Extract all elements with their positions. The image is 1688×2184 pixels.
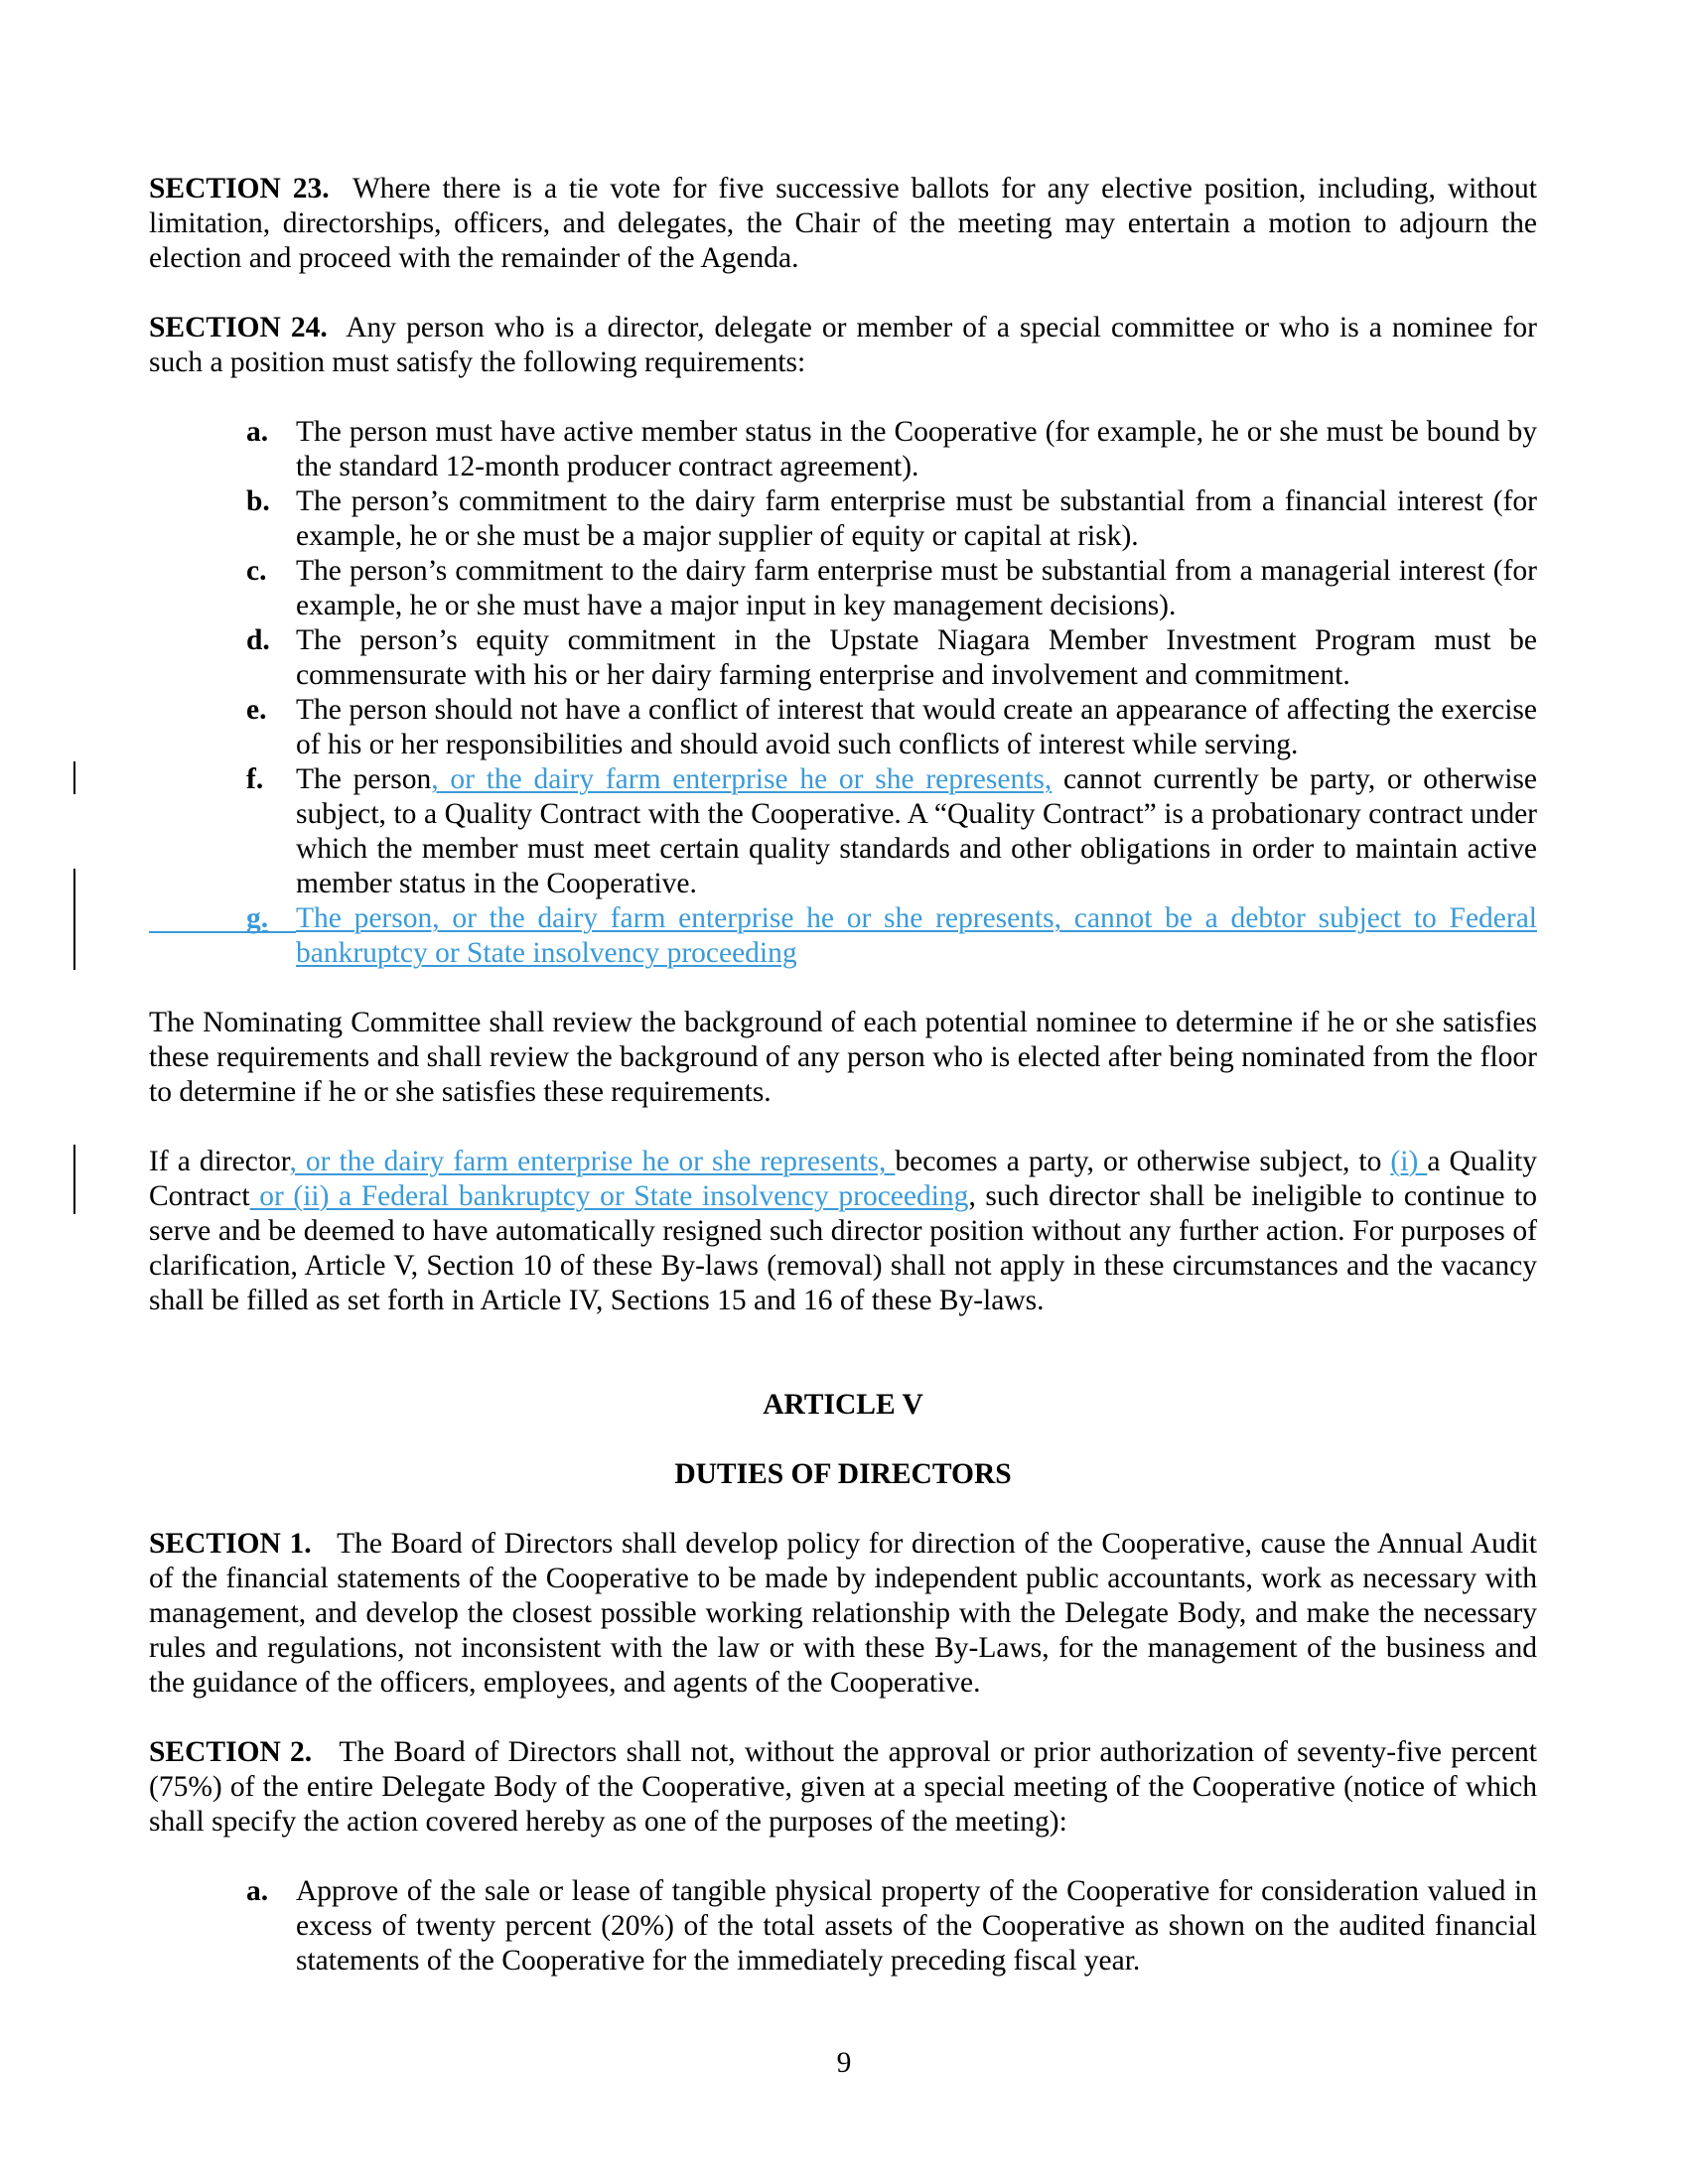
director-ineligibility-paragraph bbox=[149, 1145, 1537, 1318]
list-text: The person’s equity commitment in the Upstate Niagara Member Investment Program must be commensurate with his or her dairy farming enterprise and involvement and commitment. bbox=[296, 624, 1537, 691]
inserted-text: , or the dairy farm enterprise he or she represents, bbox=[289, 1146, 896, 1177]
list-marker: g. bbox=[246, 902, 269, 934]
nominating-paragraph bbox=[149, 1006, 1537, 1110]
list-item bbox=[149, 623, 1537, 693]
list-item bbox=[149, 762, 1537, 901]
paragraph-text: becomes a party, or otherwise subject, to bbox=[895, 1146, 1391, 1177]
inserted-text: (i) bbox=[1390, 1146, 1428, 1177]
article-title: ARTICLE V bbox=[763, 1389, 923, 1421]
list-marker: d. bbox=[246, 624, 270, 656]
article-v-section-1 bbox=[149, 1527, 1537, 1701]
inserted-text: , or the dairy farm enterprise he or she represents, bbox=[431, 763, 1053, 795]
list-marker: e. bbox=[246, 694, 267, 726]
list-marker: f. bbox=[246, 763, 264, 795]
list-item-inserted bbox=[149, 901, 1537, 971]
list-text: cannot currently be party, or otherwise subject, to a Quality Contract with the Cooperative. A “Quality Contract” is a probationary contract under which the member must meet certain quality standards and other obligations in order to maintain active member status in the Cooperative. bbox=[296, 763, 1537, 899]
section-23 bbox=[149, 172, 1537, 276]
article-subtitle: DUTIES OF DIRECTORS bbox=[674, 1458, 1012, 1490]
list-item bbox=[149, 1874, 1537, 1979]
paragraph-text: If a director bbox=[149, 1146, 290, 1177]
section-text: Where there is a tie vote for five successive ballots for any elective position, including, without limitation, directorships, officers, and delegates, the Chair of the meeting may entertain a motion to adjourn the election and proceed with the remainder of the Agenda. bbox=[149, 173, 1538, 274]
paragraph-text: The Nominating Committee shall review the background of each potential nominee to determine if he or she satisfies these requirements and shall review the background of any person who is elected after being nominated from the floor to determine if he or she satisfies these requirements. bbox=[149, 1007, 1537, 1108]
section-text: Any person who is a director, delegate or member of a special committee or who is a nominee for such a position must satisfy the following requirements: bbox=[149, 312, 1537, 378]
section-label: SECTION 23. bbox=[149, 173, 330, 205]
section-text: The Board of Directors shall develop policy for direction of the Cooperative, cause the Annual Audit of the financial statements of the Cooperative to be made by independent public accountants, work as necessary with management, and develop the closest possible working relationship with the Delegate Body, and make the necessary rules and regulations, not inconsistent with the law or with these By-Laws, for the management of the business and the guidance of the officers, employees, and agents of the Cooperative. bbox=[149, 1528, 1537, 1699]
section-label: SECTION 1. bbox=[149, 1528, 312, 1560]
section-label: SECTION 24. bbox=[149, 312, 328, 343]
list-text: Approve of the sale or lease of tangible physical property of the Cooperative for consideration valued in excess of twenty percent (20%) of the total assets of the Cooperative as shown on the audited financial statements of the Cooperative for the immediately preceding fiscal year. bbox=[296, 1875, 1537, 1977]
list-item bbox=[149, 693, 1537, 762]
page-number: 9 bbox=[836, 2047, 852, 2079]
article-v-section-2 bbox=[149, 1735, 1537, 1840]
list-text: The person’s commitment to the dairy farm enterprise must be substantial from a managerial interest (for example, he or she must have a major input in key management decisions). bbox=[296, 555, 1537, 621]
list-text: The person should not have a conflict of interest that would create an appearance of affecting the exercise of his or her responsibilities and should avoid such conflicts of interest while serving. bbox=[296, 694, 1537, 760]
list-item bbox=[149, 415, 1537, 484]
change-bar bbox=[73, 1145, 75, 1214]
paragraph-text: a Quality Contract bbox=[149, 1146, 1537, 1212]
list-text: The person’s commitment to the dairy farm enterprise must be substantial from a financial interest (for example, he or she must be a major supplier of equity or capital at risk). bbox=[296, 485, 1537, 552]
list-marker: b. bbox=[246, 485, 270, 517]
section-text: The Board of Directors shall not, without the approval or prior authorization of seventy-five percent (75%) of the entire Delegate Body of the Cooperative, given at a special meeting of the Cooperative (notice of which shall specify the action covered hereby as one of the purposes of the meeting): bbox=[149, 1736, 1537, 1838]
list-text: The person bbox=[296, 763, 432, 795]
inserted-text: The person, or the dairy farm enterprise he or she represents, cannot be a debtor subject to Federal bankruptcy or State insolvency proceeding bbox=[296, 902, 1537, 969]
approval-list bbox=[149, 1874, 1537, 1979]
list-item bbox=[149, 554, 1537, 623]
insertion-underline bbox=[149, 931, 296, 933]
paragraph-text: , such director shall be ineligible to continue to serve and be deemed to have automatically resigned such director position without any further action. For purposes of clarification, Article V, Section 10 of these By-laws (removal) shall not apply in these circumstances and the vacancy shall be filled as set forth in Article IV, Sections 15 and 16 of these By-laws. bbox=[149, 1180, 1537, 1316]
list-marker: c. bbox=[246, 555, 267, 587]
inserted-text: or (ii) a Federal bankruptcy or State insolvency proceeding bbox=[249, 1180, 969, 1212]
list-text: The person must have active member status in the Cooperative (for example, he or she must be bound by the standard 12-month producer contract agreement). bbox=[296, 416, 1537, 482]
list-item bbox=[149, 484, 1537, 554]
list-marker: a. bbox=[246, 416, 269, 448]
list-marker: a. bbox=[246, 1875, 269, 1907]
section-label: SECTION 2. bbox=[149, 1736, 313, 1768]
section-24 bbox=[149, 311, 1537, 380]
change-bar bbox=[73, 761, 75, 794]
change-bar bbox=[73, 869, 75, 970]
requirements-list bbox=[149, 415, 1537, 971]
